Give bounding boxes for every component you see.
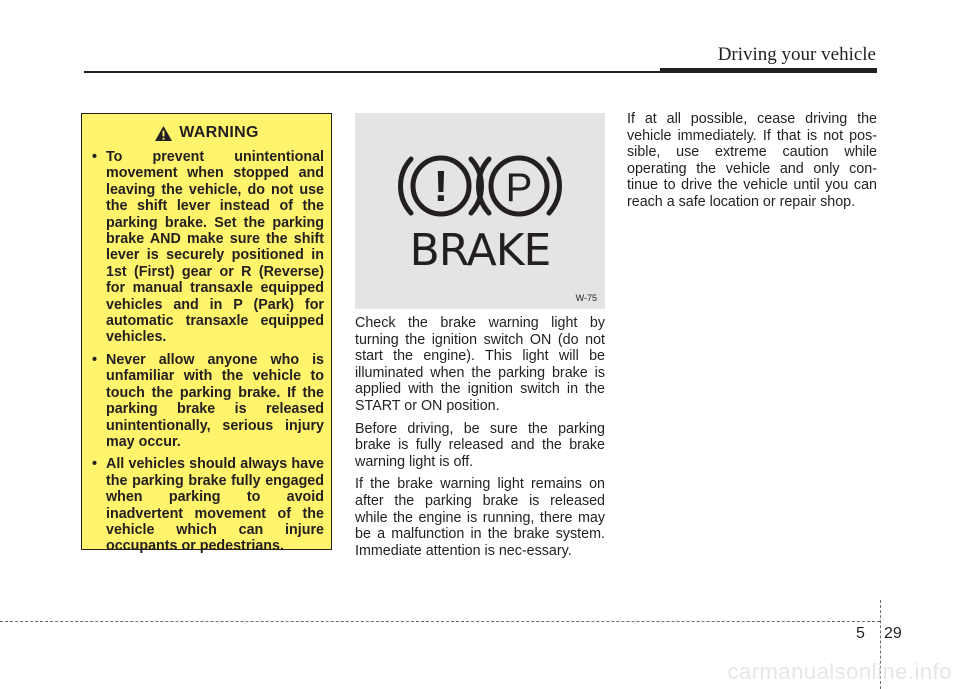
warning-box (81, 113, 332, 555)
header-rule (84, 71, 660, 73)
body-paragraph: Check the brake warning light by turning the ignition switch ON (do not start the engine). This light will be illuminated when the parking brake is applied with the ignition switch in the START or ON position. (355, 315, 605, 414)
figure-code: W-75 (575, 293, 597, 303)
exclamation-mark: ! (433, 162, 449, 211)
body-paragraph: If at all possible, cease driving the vehicle immediately. If that is not pos-sible, use extreme caution while operating the vehicle and only con-tinue to drive the vehicle until you can reach a safe location or repair shop. (627, 111, 877, 210)
brake-word: BRAKE (409, 225, 551, 276)
footer-rule (0, 621, 880, 622)
watermark: carmanualsonline.info (727, 659, 952, 684)
warning-header (82, 122, 331, 144)
header-rule-accent (660, 68, 877, 73)
brake-warning-light-icon (355, 113, 605, 309)
page-number: 29 (884, 625, 902, 642)
warning-triangle-icon (154, 125, 173, 142)
page-header-title: Driving your vehicle (717, 44, 876, 65)
chapter-number: 5 (856, 625, 865, 642)
brake-warning-light-figure (355, 113, 605, 309)
warning-item: • Never allow anyone who is unfamiliar with the vehicle to touch the parking brake. If the parking brake is released unintentionally, serious injury may occur. (92, 352, 324, 450)
body-column-right (627, 111, 877, 217)
warning-item: • To prevent unintentional movement when stopped and leaving the vehicle, do not use the shift lever instead of the parking brake. Set the parking brake AND make sure the shift lever is securely positioned in 1st (First) gear or R (Reverse) for manual transaxle equipped vehicles and in P (Park) for automatic transaxle equipped vehicles. (92, 149, 324, 346)
body-column-middle (355, 315, 605, 565)
warning-item: • All vehicles should always have the parking brake fully engaged when parking to avoid inadvertent movement of the vehicle which can injure occupants or pedestrians. (92, 456, 324, 554)
warning-list (92, 149, 324, 561)
body-paragraph: Before driving, be sure the parking brake is fully released and the brake warning light is off. (355, 420, 605, 470)
body-paragraph: If the brake warning light remains on after the parking brake is released while the engine is running, there may be a malfunction in the brake system. Immediate attention is nec-essary. (355, 476, 605, 559)
warning-title: WARNING (179, 124, 259, 141)
parking-letter: P (505, 166, 533, 210)
